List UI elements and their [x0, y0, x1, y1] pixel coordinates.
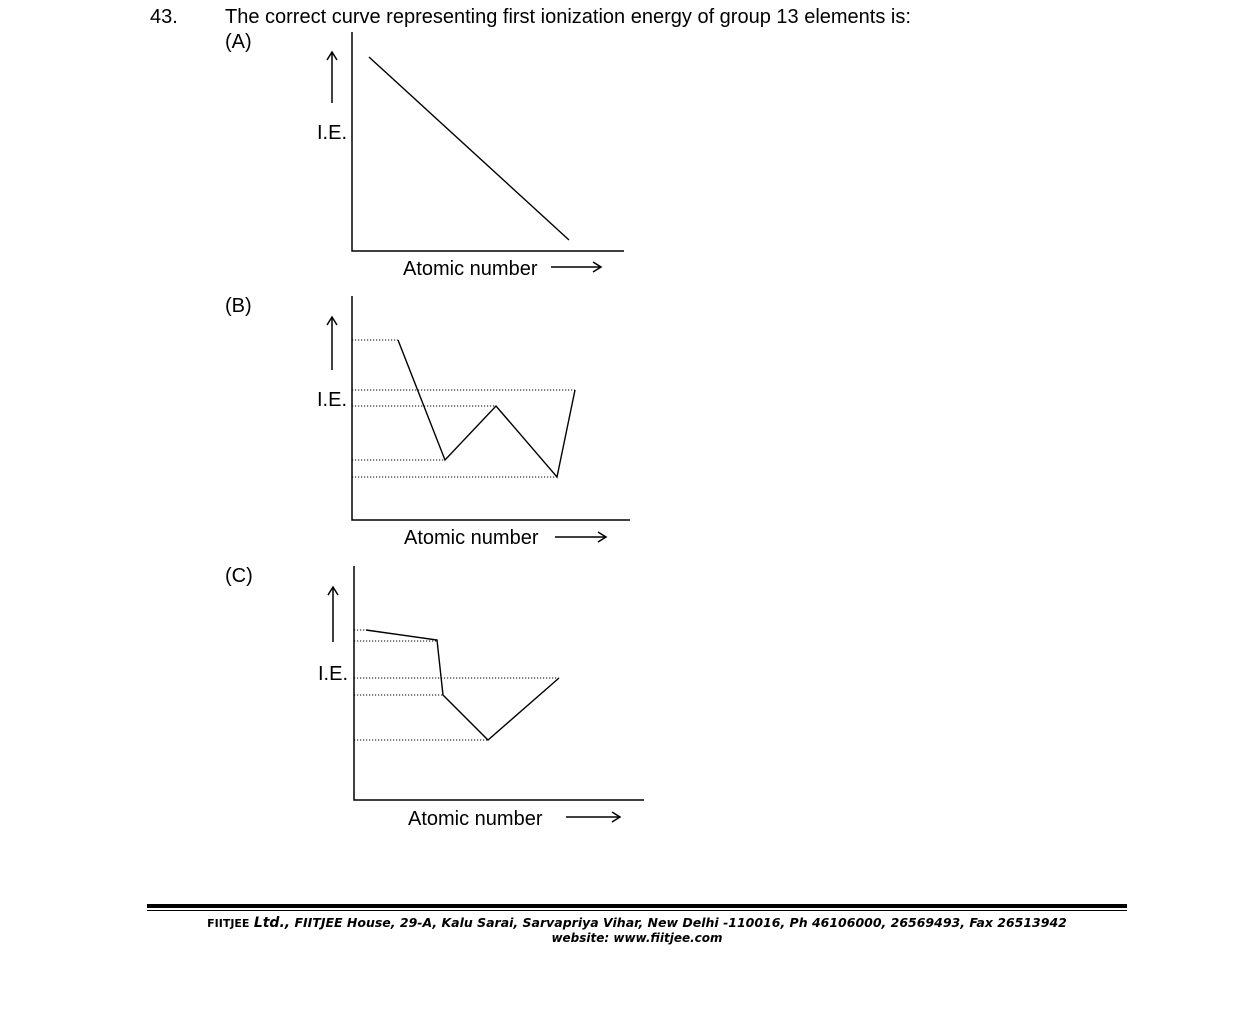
x-axis-arrow [566, 812, 620, 822]
guide-lines [352, 340, 575, 477]
guide-lines [354, 630, 559, 740]
y-axis-label: I.E. [317, 389, 348, 411]
option-a-label: (A) [225, 31, 252, 53]
y-axis-label: I.E. [318, 663, 349, 685]
axes [352, 32, 624, 251]
y-axis-arrow [327, 317, 337, 370]
question-number: 43. [150, 6, 178, 28]
option-c-label: (C) [225, 565, 253, 587]
axes [352, 296, 630, 520]
ie-curve [369, 57, 569, 240]
graph-option-a [300, 28, 640, 283]
option-b-label: (B) [225, 295, 252, 317]
graph-option-c [300, 562, 645, 832]
footer-website: website: www.fiitjee.com [551, 931, 723, 945]
x-axis-arrow [555, 532, 606, 542]
y-axis-arrow [327, 52, 337, 103]
x-axis-label: Atomic number [403, 258, 538, 280]
axes [354, 566, 644, 800]
y-axis-arrow [328, 587, 338, 642]
x-axis-arrow [551, 262, 601, 272]
ie-curve [366, 630, 559, 740]
footer-brand: FIITJEE [207, 917, 250, 930]
footer-address-text: FIITJEE House, 29-A, Kalu Sarai, Sarvapriya Vihar, New Delhi -110016, Ph 46106000, 26569493, Fax 26513942 [294, 915, 1067, 930]
ie-curve [398, 340, 575, 477]
footer-rule-thick [147, 904, 1127, 908]
question-text: The correct curve representing first ionization energy of group 13 elements is: [225, 6, 911, 28]
graph-option-b [300, 292, 640, 550]
x-axis-label: Atomic number [408, 808, 543, 830]
footer-ltd: Ltd., [253, 915, 291, 931]
footer-address [147, 915, 1127, 931]
y-axis-label: I.E. [317, 122, 348, 144]
x-axis-label: Atomic number [404, 527, 539, 549]
footer-rule-thin [147, 910, 1127, 911]
